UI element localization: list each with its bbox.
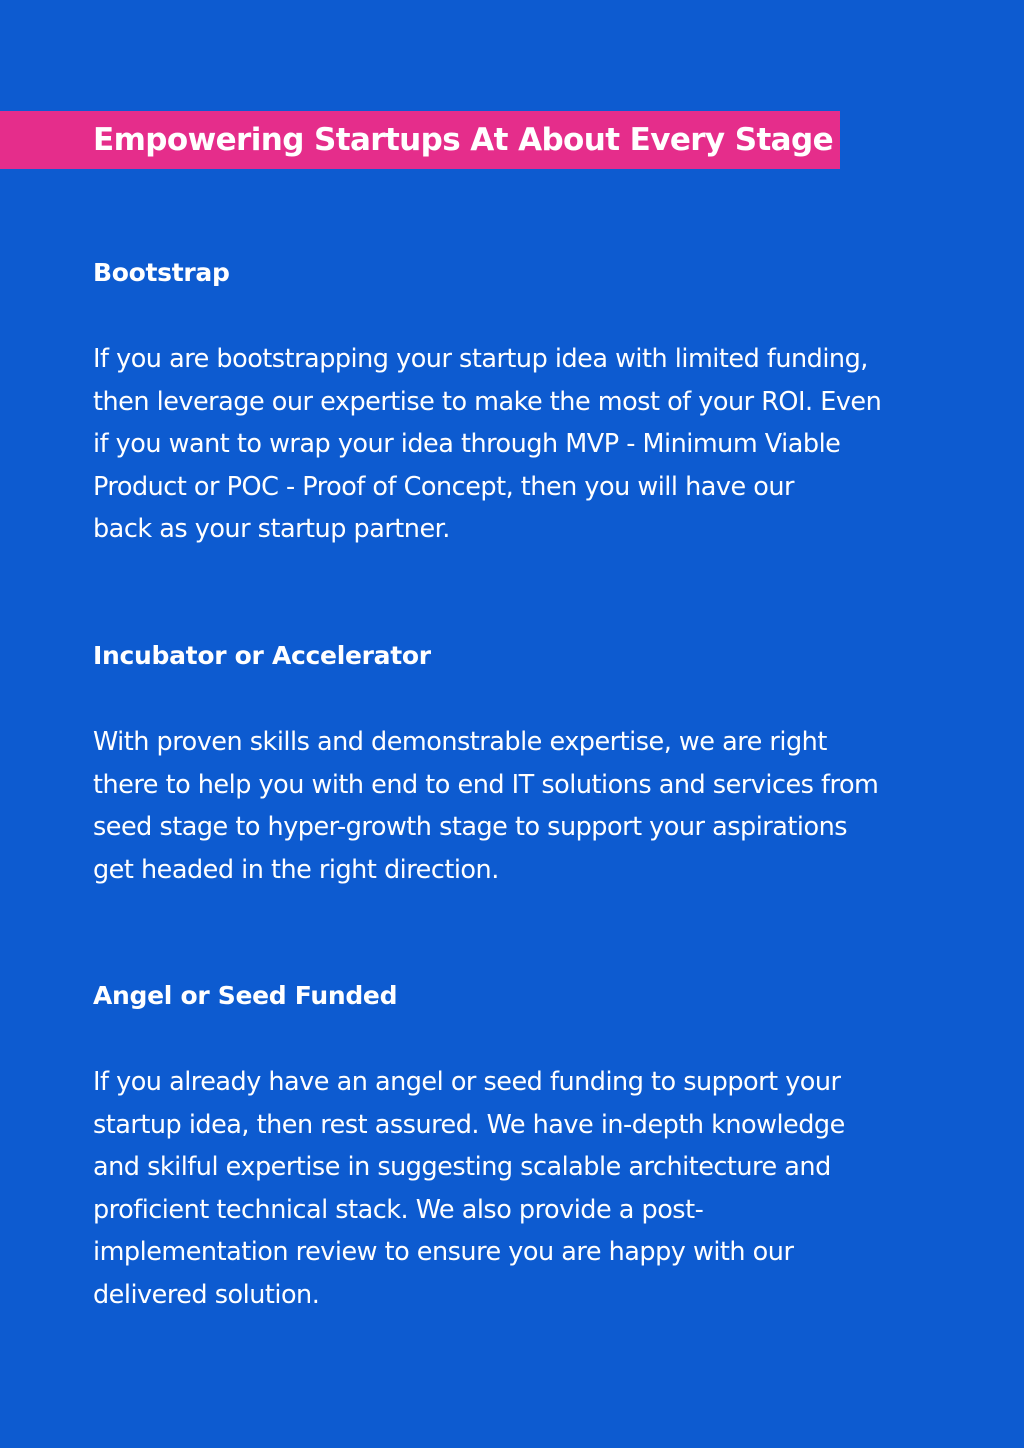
- body-line: If you already have an angel or seed funding to support your: [93, 1067, 841, 1097]
- body-line: get headed in the right direction.: [93, 854, 499, 885]
- body-line: With proven skills and demonstrable expertise, we are right: [93, 727, 827, 757]
- section-heading-bootstrap: Bootstrap: [93, 258, 230, 287]
- body-line: back as your startup partner.: [93, 514, 450, 545]
- section-body-bootstrap: [93, 338, 953, 551]
- body-line: startup idea, then rest assured. We have in-depth knowledge: [93, 1109, 845, 1140]
- body-line: and skilful expertise in suggesting scalable architecture and: [93, 1152, 831, 1183]
- body-line: then leverage our expertise to make the most of your ROI. Even: [93, 386, 882, 417]
- body-line: seed stage to hyper-growth stage to support your aspirations: [93, 812, 848, 843]
- page-title: Empowering Startups At About Every Stage: [93, 122, 834, 158]
- body-line: proficient technical stack. We also provide a post-: [93, 1194, 704, 1225]
- body-line: delivered solution.: [93, 1279, 320, 1310]
- body-line: there to help you with end to end IT solutions and services from: [93, 769, 879, 800]
- body-line: if you want to wrap your idea through MVP - Minimum Viable: [93, 429, 841, 460]
- section-angel: [93, 979, 953, 1317]
- title-banner: [0, 111, 840, 169]
- section-heading-angel: Angel or Seed Funded: [93, 981, 398, 1010]
- section-bootstrap: [93, 256, 953, 551]
- body-line: implementation review to ensure you are happy with our: [93, 1237, 794, 1268]
- body-line: Product or POC - Proof of Concept, then you will have our: [93, 471, 794, 502]
- section-body-incubator: [93, 721, 953, 891]
- section-body-angel: [93, 1061, 953, 1317]
- body-line: If you are bootstrapping your startup idea with limited funding,: [93, 344, 868, 374]
- section-incubator: [93, 639, 953, 891]
- section-heading-incubator: Incubator or Accelerator: [93, 641, 431, 670]
